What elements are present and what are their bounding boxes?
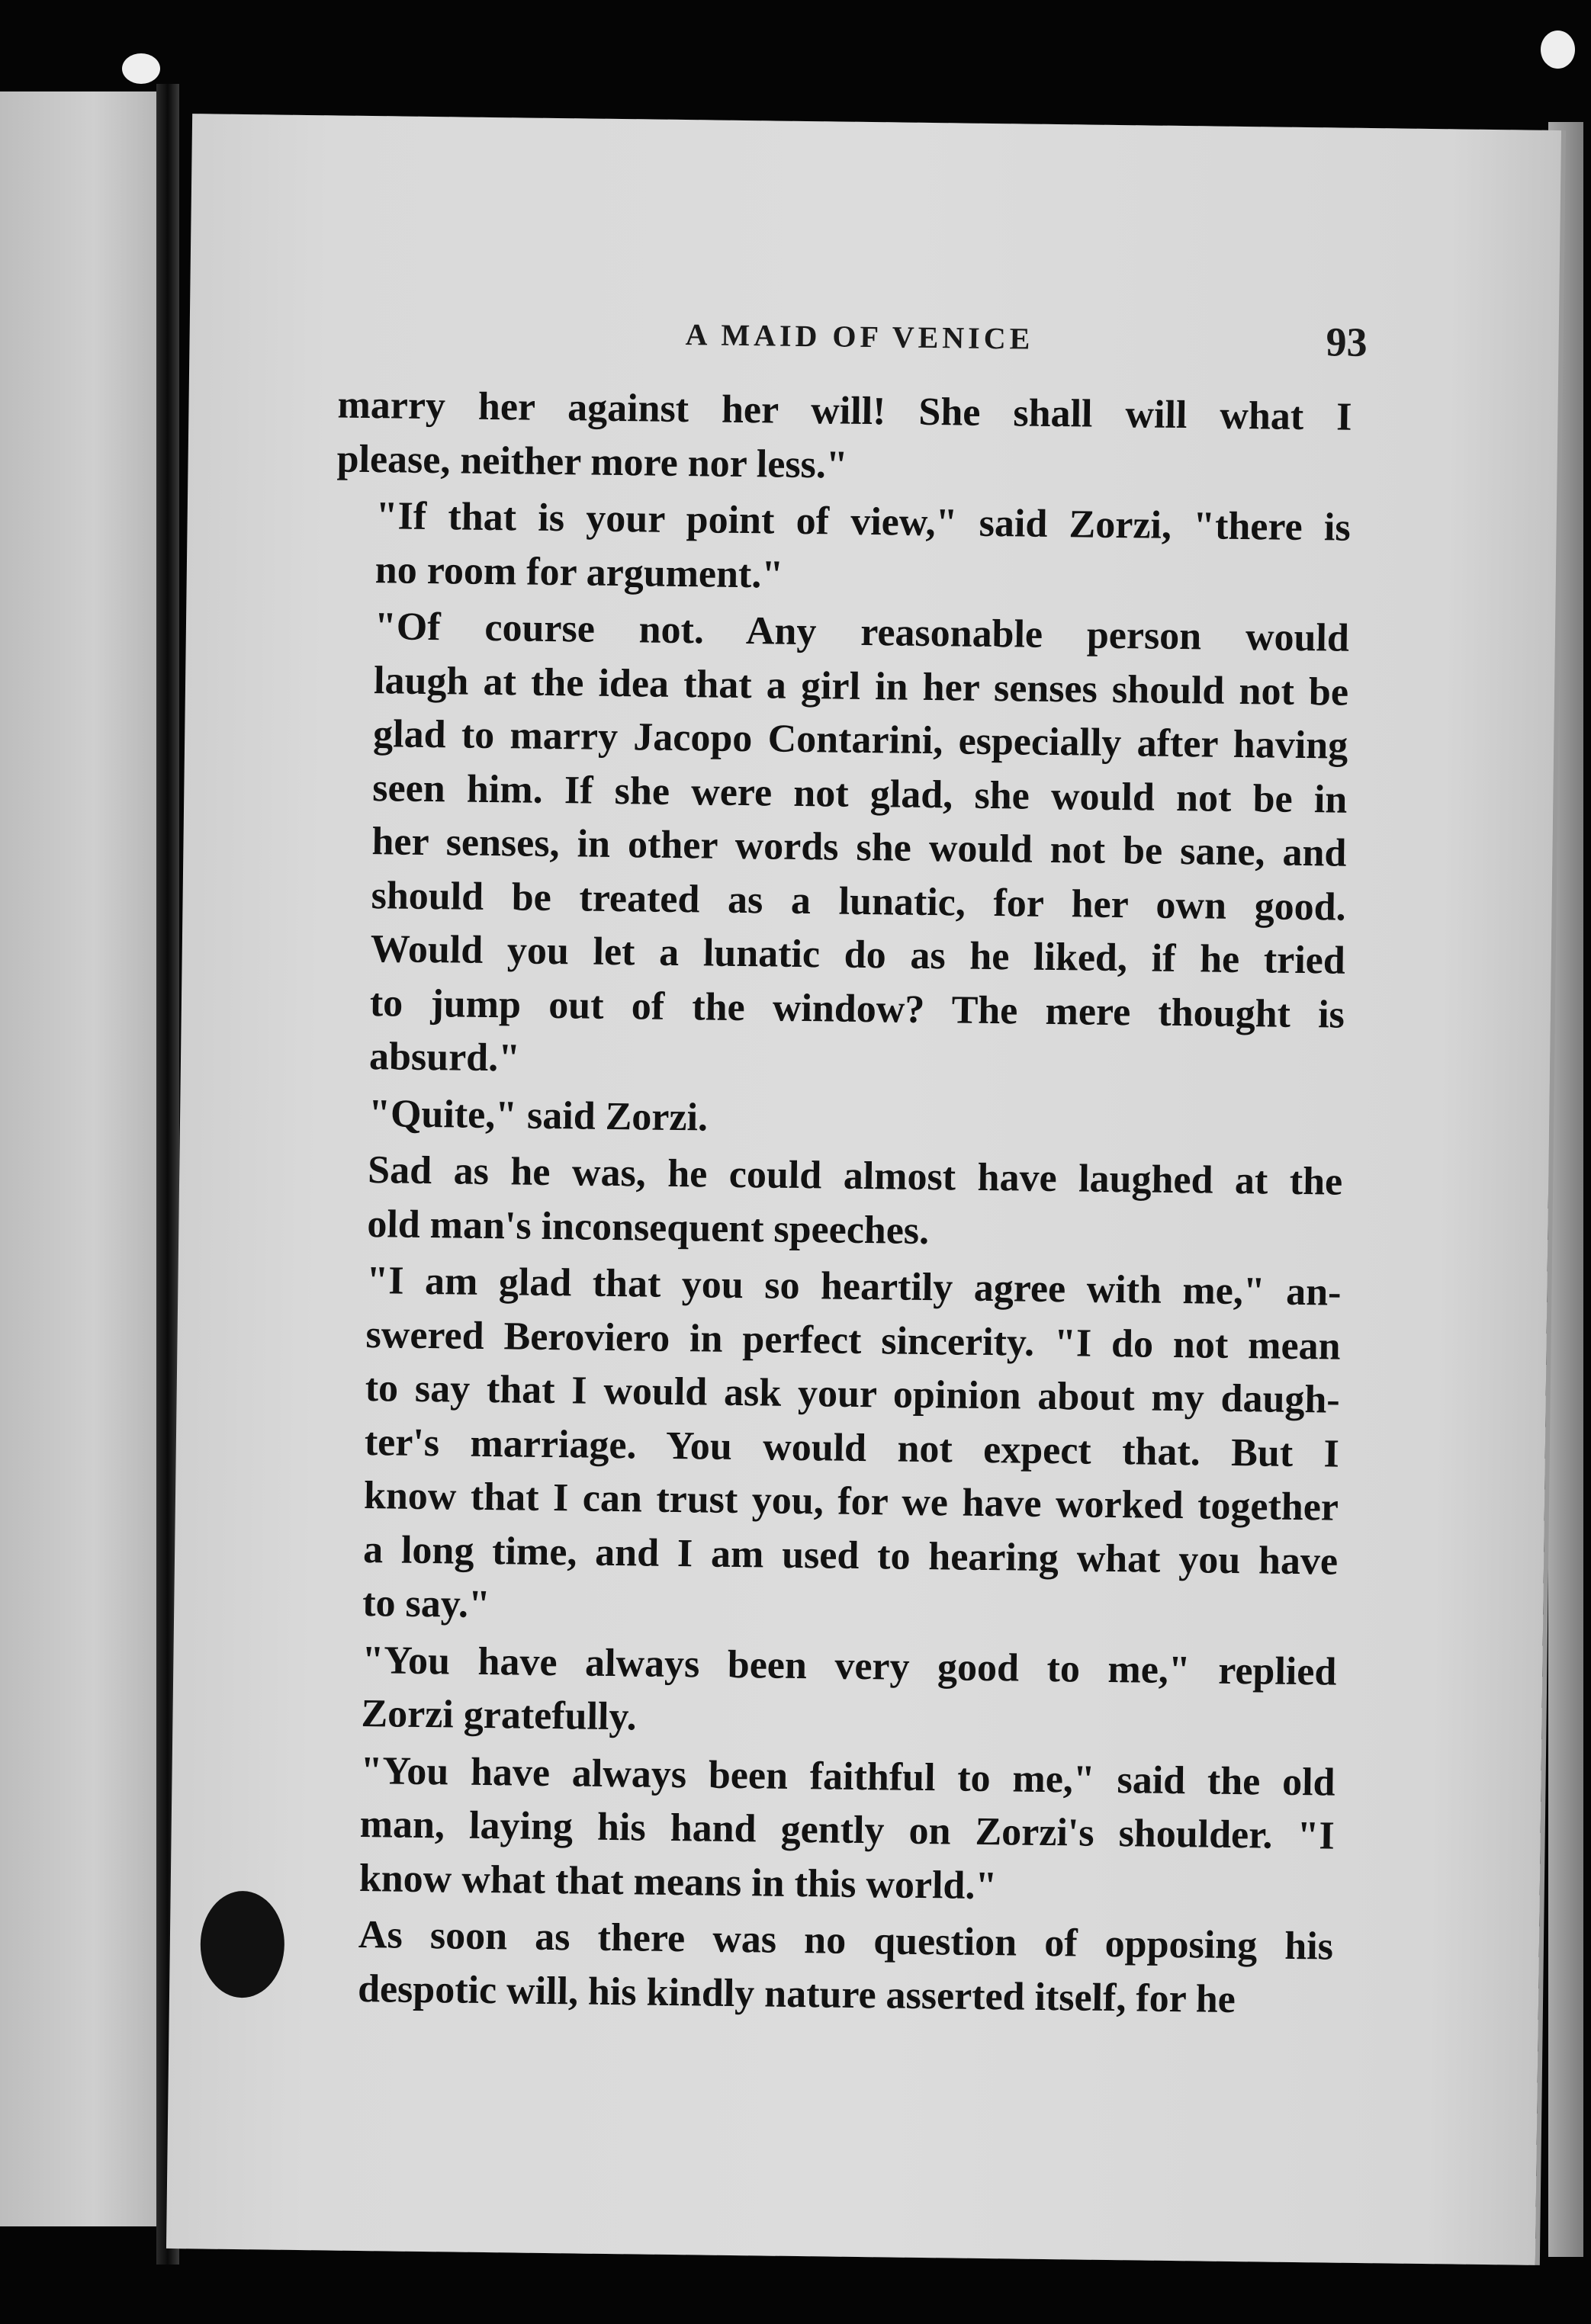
text-line: her senses, in other words she would not be sane, and [371, 820, 1347, 875]
text-line: ter's marriage. You would not expect that. But I [364, 1420, 1340, 1476]
paragraph [318, 1908, 1334, 2027]
text-line: seen him. If she were not glad, she would not be in [372, 766, 1348, 822]
paragraph [329, 599, 1350, 1096]
text-line: marry her against her will! She shall will what I [337, 383, 1352, 439]
text-line: old man's inconsequent speeches. [367, 1202, 930, 1253]
page-header [189, 304, 1559, 382]
text-line: As soon as there was no question of opposing his [358, 1912, 1334, 1969]
paragraph [336, 378, 1352, 498]
text-line: to say that I would ask your opinion about my daugh- [365, 1366, 1341, 1422]
text-line: a long time, and I am used to hearing what you have [362, 1527, 1339, 1584]
page-body-text [318, 378, 1352, 2030]
ink-blot-top-right [1541, 30, 1575, 69]
paragraph [321, 1633, 1337, 1753]
text-line: please, neither more nor less." [336, 436, 849, 487]
page-number: 93 [1326, 319, 1368, 365]
paragraph [323, 1253, 1342, 1642]
ink-blot-top-left [122, 53, 160, 84]
text-line: absurd." [368, 1035, 521, 1080]
paragraph [319, 1744, 1335, 1918]
text-line: "You have always been very good to me," replied [362, 1638, 1337, 1694]
text-line: Sad as he was, he could almost have laughed at the [367, 1148, 1343, 1204]
text-line: "If that is your point of view," said Zorzi, "there is [375, 494, 1351, 550]
dark-spot-bottom-left [200, 1890, 285, 1998]
text-line: to jump out of the window? The mere thought is [369, 981, 1345, 1037]
text-line: despotic will, his kindly nature asserted itself, for he [357, 1966, 1236, 2021]
text-line: laugh at the idea that a girl in her senses should not be [373, 658, 1349, 714]
text-line: "I am glad that you so heartily agree with me," an- [366, 1259, 1342, 1314]
text-line: know what that means in this world." [358, 1856, 998, 1908]
text-line: "You have always been faithful to me," said the old [360, 1748, 1335, 1805]
text-line: Would you let a lunatic do as he liked, if he tried [370, 927, 1346, 983]
text-line: "Quite," said Zorzi. [368, 1091, 709, 1139]
text-line: should be treated as a lunatic, for her own good. [371, 873, 1346, 929]
paragraph [329, 1087, 1344, 1153]
text-line: know that I can trust you, for we have worked together [363, 1474, 1339, 1530]
previous-page-edge [0, 91, 156, 2226]
text-line: swered Beroviero in perfect sincerity. "I do not mean [365, 1312, 1341, 1369]
text-line: Zorzi gratefully. [361, 1692, 637, 1739]
text-line: "Of course not. Any reasonable person would [374, 605, 1350, 660]
text-line: no room for argument." [374, 547, 784, 597]
text-line: to say." [362, 1581, 491, 1627]
running-title: A MAID OF VENICE [685, 317, 1034, 356]
text-line: man, laying his hand gently on Zorzi's shoulder. "I [359, 1802, 1335, 1858]
book-page [166, 114, 1561, 2265]
paragraph [327, 1143, 1343, 1263]
paragraph [335, 489, 1351, 608]
text-line: glad to marry Jacopo Contarini, especially after having [372, 712, 1348, 768]
